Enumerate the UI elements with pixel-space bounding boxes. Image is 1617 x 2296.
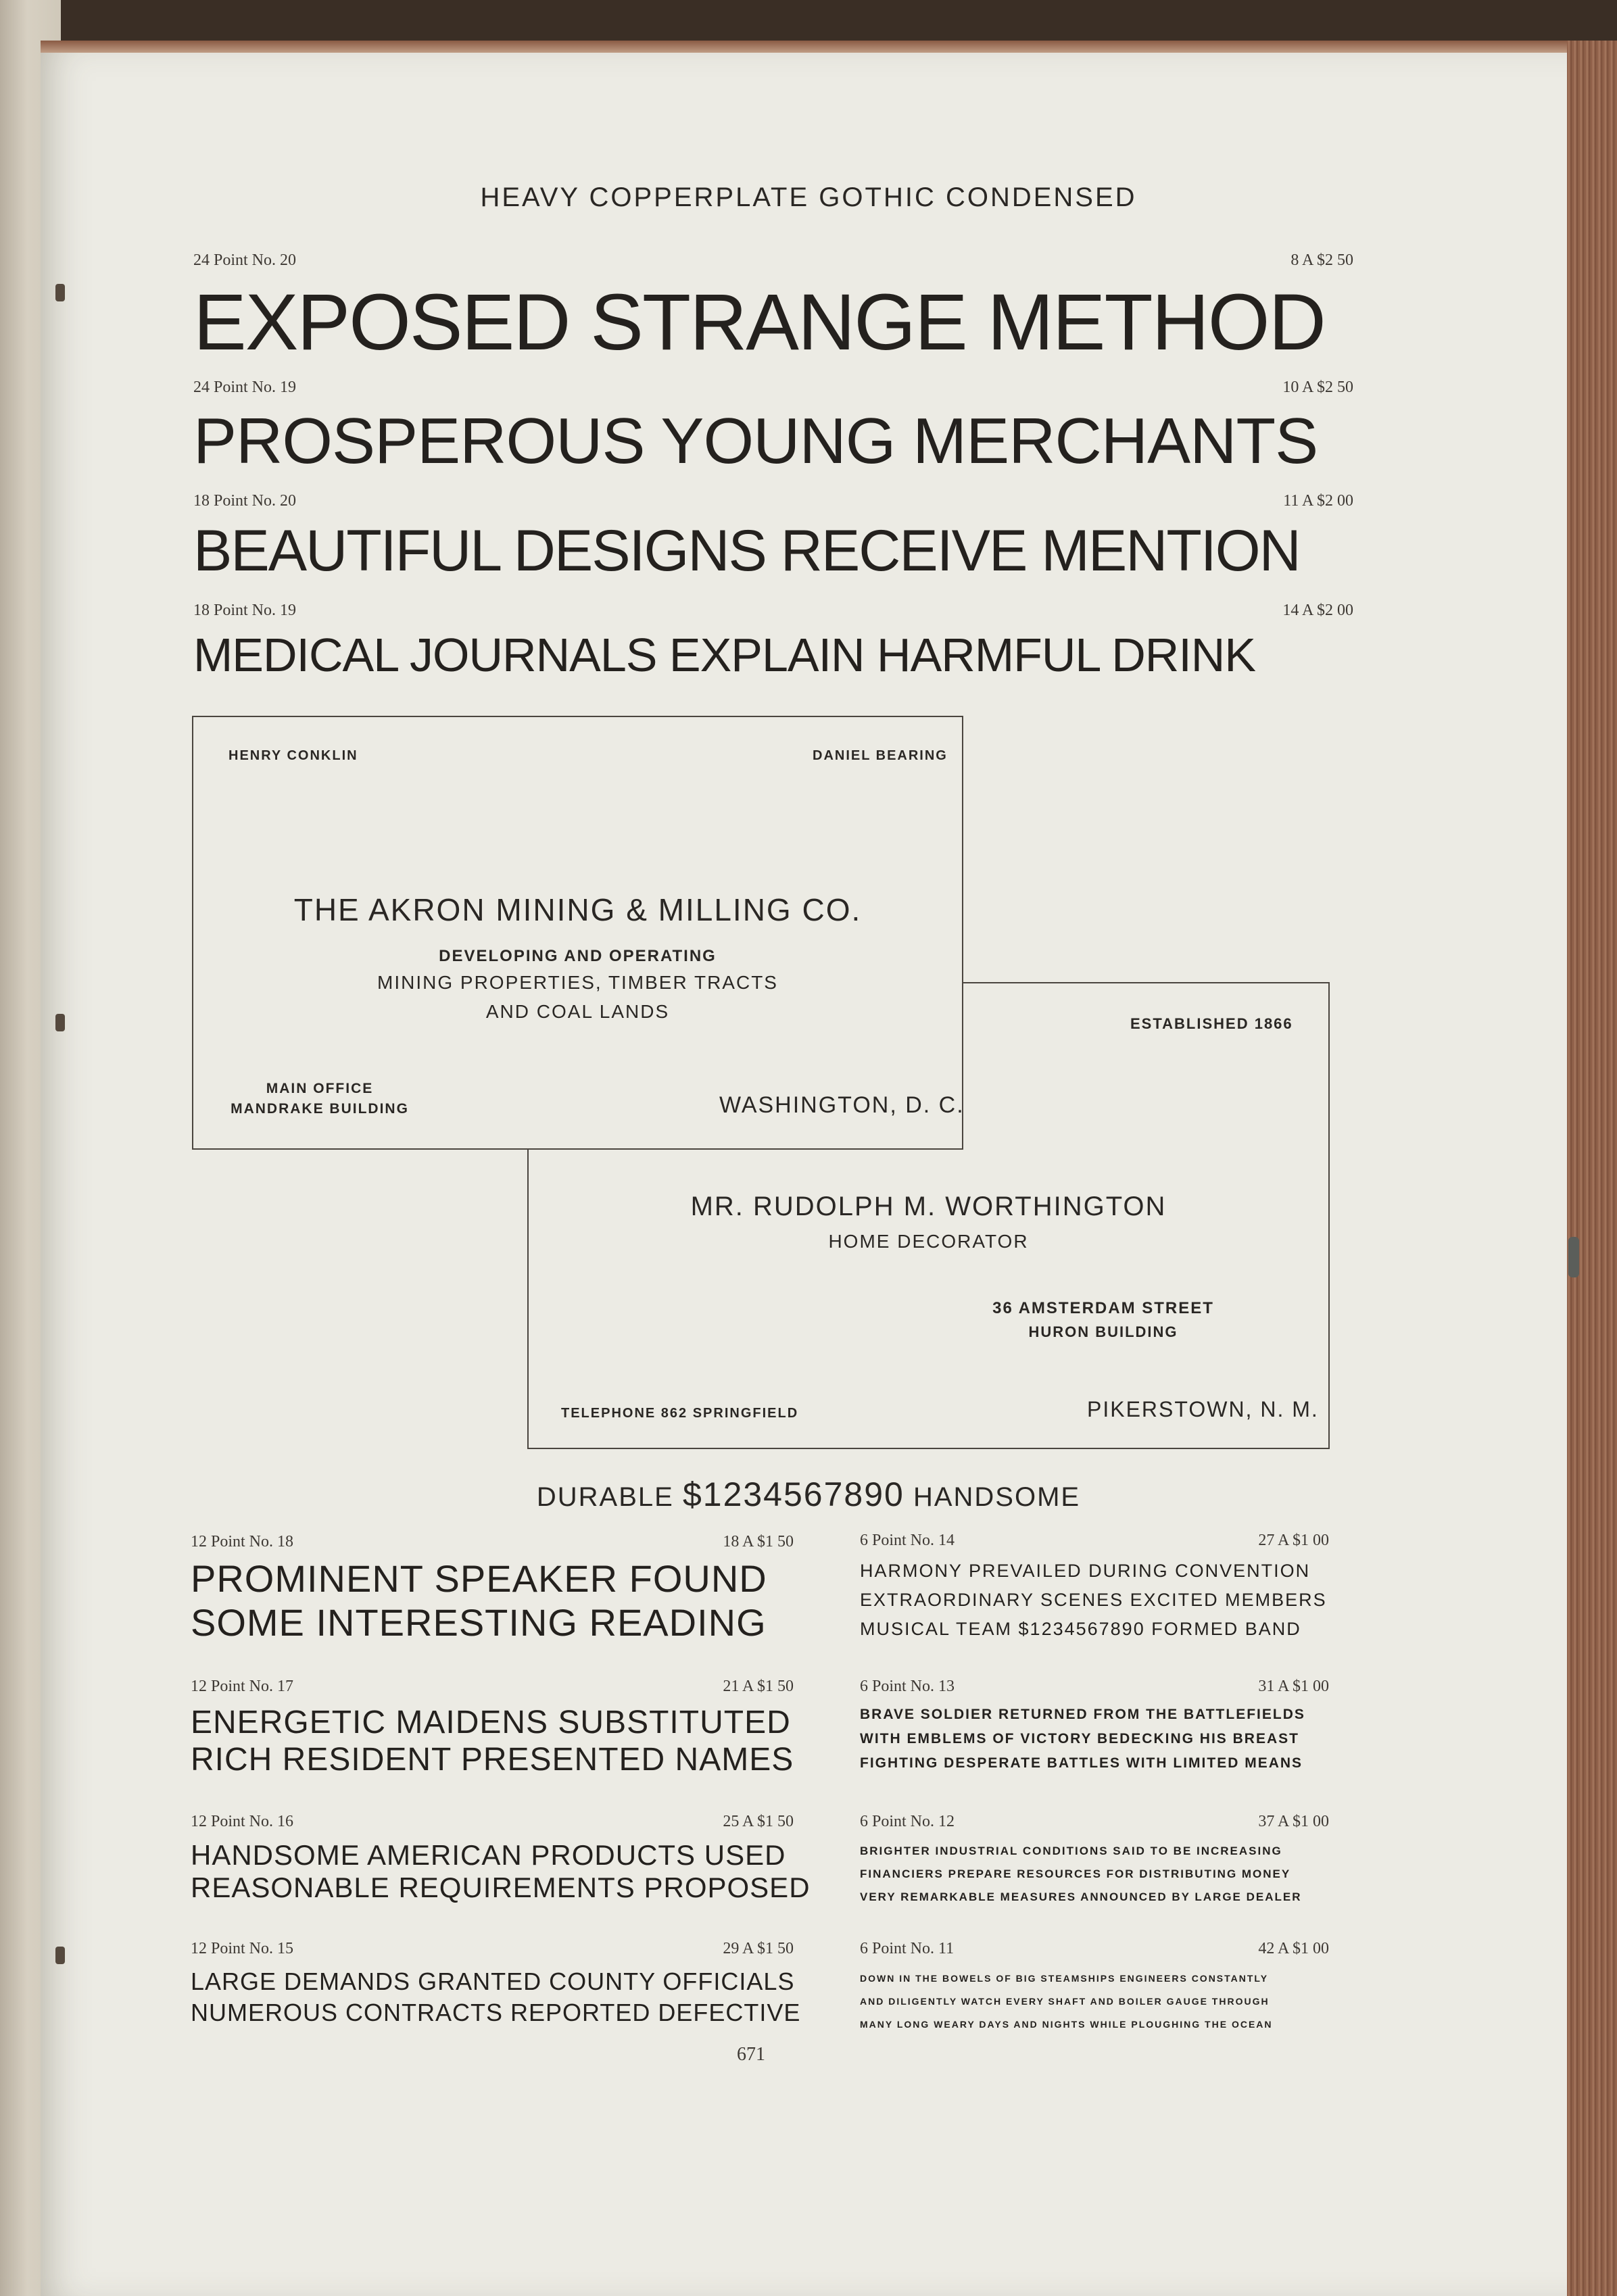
card-company: THE AKRON MINING & MILLING CO. [293,892,862,927]
sample-line: EXPOSED STRANGE METHOD [193,278,1325,367]
spec-row [860,1678,1329,1696]
spec-row [860,1813,1329,1831]
sample-line: HANDSOME AMERICAN PRODUCTS USED [191,1839,786,1871]
sample-block [191,1813,811,1904]
spec-row [191,1533,794,1551]
sample-line: REASONABLE REQUIREMENTS PROPOSED [191,1872,811,1903]
sample-line: AND DILIGENTLY WATCH EVERY SHAFT AND BOILER GAUGE THROUGH [860,1996,1270,2007]
sample-block [191,1533,794,1644]
card-address-line: 36 AMSTERDAM STREET [992,1299,1214,1317]
sample-block [860,1813,1329,1904]
right-page-edges [1567,41,1617,2296]
spec-price: 31 A $1 00 [1258,1678,1329,1695]
spec-price: 21 A $1 50 [723,1678,794,1695]
sample-line: MEDICAL JOURNALS EXPLAIN HARMFUL DRINK [193,629,1256,681]
card-established: ESTABLISHED 1866 [1130,1015,1293,1032]
sample-line: BEAUTIFUL DESIGNS RECEIVE MENTION [193,518,1300,583]
spec-size: 6 Point No. 11 [860,1940,955,1957]
spec-price: 37 A $1 00 [1258,1813,1329,1830]
card-description: MINING PROPERTIES, TIMBER TRACTS [377,972,778,993]
card-person-title: HOME DECORATOR [828,1231,1029,1252]
card-name-left: HENRY CONKLIN [228,748,358,763]
spec-size: 12 Point No. 16 [191,1813,294,1830]
sample-line: FINANCIERS PREPARE RESOURCES FOR DISTRIBUTING MONEY [860,1867,1291,1880]
card-city: PIKERSTOWN, N. M. [1087,1397,1319,1421]
sample-line: PROSPEROUS YOUNG MERCHANTS [193,405,1318,477]
sample-line: HARMONY PREVAILED DURING CONVENTION [860,1561,1311,1581]
spec-size: 6 Point No. 13 [860,1678,955,1695]
spec-row [860,1940,1329,1958]
card-person-name: MR. RUDOLPH M. WORTHINGTON [690,1192,1167,1221]
card-office: MANDRAKE BUILDING [231,1101,409,1117]
sample-line: MANY LONG WEARY DAYS AND NIGHTS WHILE PLOUGHING THE OCEAN [860,2019,1273,2030]
spec-price: 10 A $2 50 [1282,378,1353,396]
spec-size: 12 Point No. 15 [191,1940,294,1957]
binding-stain [1568,1237,1579,1277]
spec-price: 27 A $1 00 [1258,1532,1329,1549]
spec-row [191,1813,794,1831]
card-address-line: HURON BUILDING [1028,1323,1178,1340]
figures-numbers: $1234567890 [682,1475,904,1513]
spec-size: 6 Point No. 12 [860,1813,955,1830]
sample-line: NUMEROUS CONTRACTS REPORTED DEFECTIVE [191,1999,801,2026]
top-book-edge [41,41,1572,54]
spec-price: 8 A $2 50 [1290,251,1353,269]
sample-line: SOME INTERESTING READING [191,1601,767,1644]
card-telephone: TELEPHONE 862 SPRINGFIELD [561,1406,799,1421]
sample-block [191,1678,794,1778]
spec-row [191,1940,794,1958]
card-office: MAIN OFFICE [266,1081,374,1096]
sample-block [191,1940,801,2027]
binding-ring [55,284,65,301]
figures-word: HANDSOME [913,1482,1081,1512]
sample-line: ENERGETIC MAIDENS SUBSTITUTED [191,1705,791,1740]
binding-ring [55,1014,65,1031]
card-city: WASHINGTON, D. C. [719,1092,965,1118]
business-card-akron [192,716,963,1150]
sample-line: DOWN IN THE BOWELS OF BIG STEAMSHIPS ENGINEERS CONSTANTLY [860,1973,1269,1984]
card-description: DEVELOPING AND OPERATING [439,947,717,965]
spec-size: 12 Point No. 17 [191,1678,294,1695]
figures-word: DURABLE [536,1482,674,1512]
spec-price: 42 A $1 00 [1258,1940,1329,1957]
spec-row [860,1532,1329,1550]
page-heading: HEAVY COPPERPLATE GOTHIC CONDENSED [480,182,1137,212]
spec-price: 29 A $1 50 [723,1940,794,1957]
binding-ring [55,1947,65,1964]
spec-size: 24 Point No. 20 [193,251,297,269]
sample-line: BRAVE SOLDIER RETURNED FROM THE BATTLEFIELDS [860,1707,1305,1722]
spec-row [191,1678,794,1696]
spec-size: 18 Point No. 20 [193,492,297,510]
spec-size: 18 Point No. 19 [193,602,297,619]
card-name-right: DANIEL BEARING [813,748,948,763]
spec-size: 12 Point No. 18 [191,1533,294,1550]
card-description: AND COAL LANDS [485,1001,670,1022]
spec-price: 14 A $2 00 [1282,602,1353,619]
spec-size: 6 Point No. 14 [860,1532,955,1549]
sample-line: FIGHTING DESPERATE BATTLES WITH LIMITED MEANS [860,1755,1303,1771]
sample-line: WITH EMBLEMS OF VICTORY BEDECKING HIS BREAST [860,1731,1299,1747]
spec-row [193,251,1353,270]
sample-line: PROMINENT SPEAKER FOUND [191,1557,767,1600]
spec-row [193,602,1353,620]
figures-line [0,1475,1617,1514]
sample-line: VERY REMARKABLE MEASURES ANNOUNCED BY LARGE DEALER [860,1890,1302,1903]
sample-line: EXTRAORDINARY SCENES EXCITED MEMBERS [860,1590,1327,1610]
sample-block [860,1940,1329,2030]
sample-line: LARGE DEMANDS GRANTED COUNTY OFFICIALS [191,1968,795,1995]
spec-price: 11 A $2 00 [1283,492,1353,510]
spec-size: 24 Point No. 19 [193,378,297,396]
sample-block [860,1532,1329,1640]
spec-row [193,492,1353,510]
spec-price: 25 A $1 50 [723,1813,794,1830]
spec-row [193,378,1353,397]
sample-line: BRIGHTER INDUSTRIAL CONDITIONS SAID TO BE INCREASING [860,1845,1282,1857]
page-number: 671 [737,2044,765,2065]
sample-line: RICH RESIDENT PRESENTED NAMES [191,1742,794,1778]
spec-price: 18 A $1 50 [723,1533,794,1550]
sample-line: MUSICAL TEAM $1234567890 FORMED BAND [860,1619,1301,1639]
sample-block [860,1678,1329,1772]
